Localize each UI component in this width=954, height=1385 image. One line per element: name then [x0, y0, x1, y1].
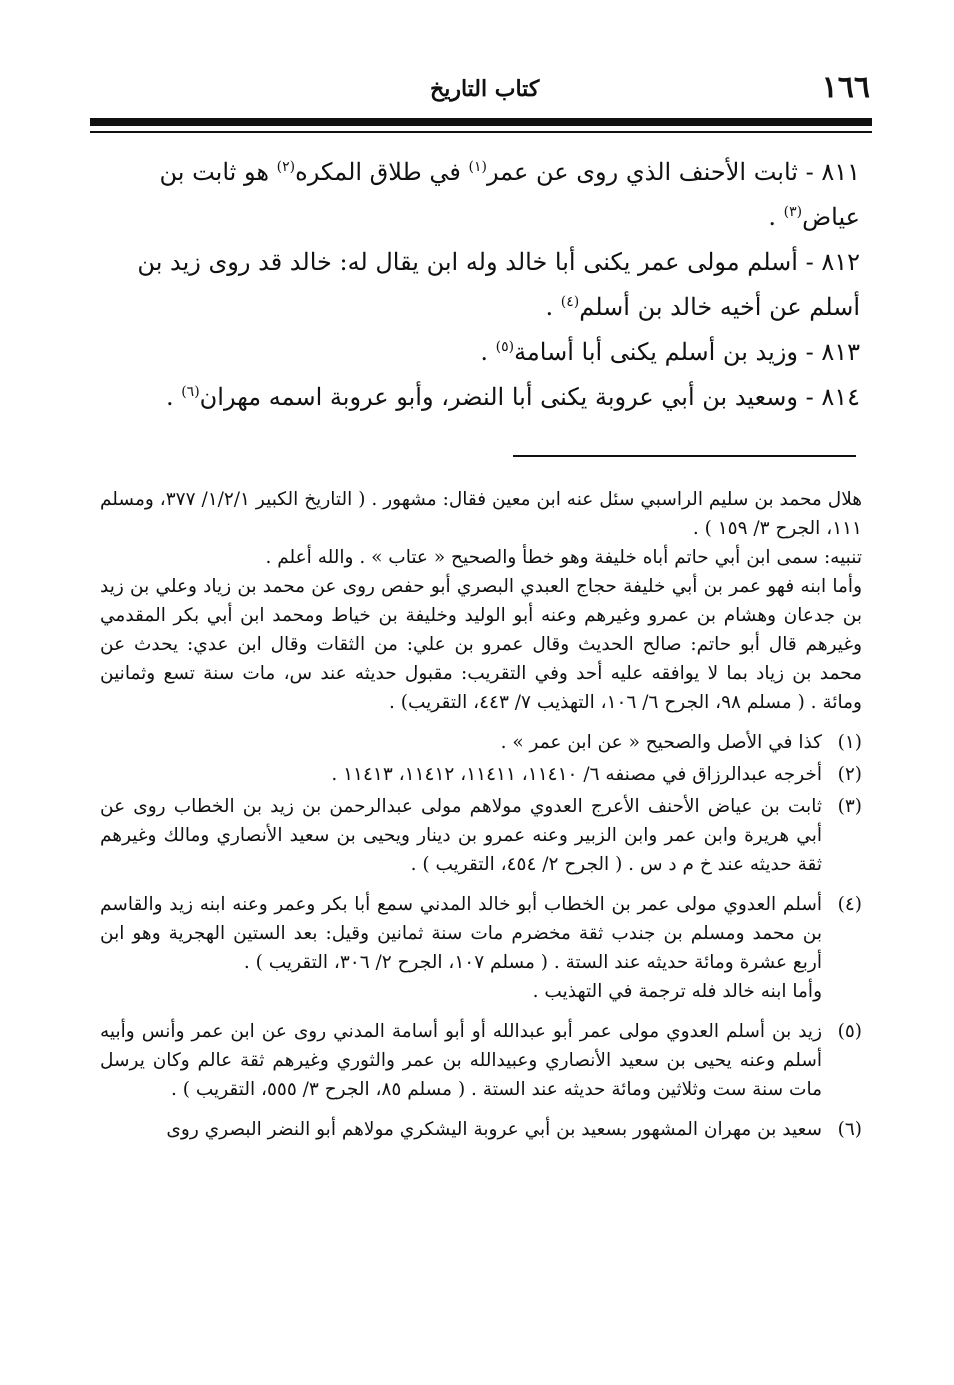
- footnote-ref: (١): [468, 159, 487, 175]
- footnote-text: كذا في الأصل والصحيح « عن ابن عمر » .: [500, 732, 822, 753]
- main-text: [100, 150, 860, 420]
- footnote-text: أخرجه عبدالرزاق في مصنفه ٦/ ١١٤١٠، ١١٤١١، ١١٤١٢، ١١٤١٣ .: [331, 764, 822, 785]
- footnote-number: (٤): [837, 894, 862, 915]
- footnote-text: زيد بن أسلم العدوي مولى عمر أبو عبدالله أو أبو أسامة المدني روى عن ابن عمر وأنس وأبيه أسلم وعنه يحيى بن سعيد الأنصاري وعبيدالله بن عمر والثوري وغيرهم ثقة عالم وكان يرسل مات سنة ست وثلاثين ومائة حديثه عند الستة . ( مسلم ٨٥، الجرح ٣/ ٥٥٥، التقريب ) .: [100, 1021, 822, 1100]
- footnote-ref: (٣): [783, 204, 803, 220]
- footnote-text: ثابت بن عياض الأحنف الأعرج العدوي مولاهم مولى عبدالرحمن بن زيد بن الخطاب روى عن أبي هريرة وابن عمر وابن الزبير وعنه عمرو بن دينار ويحيى بن سعيد الأنصاري ومالك وغيرهم ثقة حديثه عند خ م د س . ( الجرح ٢/ ٤٥٤، التقريب ) .: [100, 796, 822, 875]
- footnotes-area: [100, 485, 862, 1144]
- header-rule-thin: [90, 131, 872, 133]
- footnote-5: [100, 1017, 862, 1104]
- footnote-ref: (٢): [276, 159, 296, 175]
- header-rule-thick: [90, 118, 872, 126]
- footnote-text: أسلم العدوي مولى عمر بن الخطاب أبو خالد المدني سمع أبا بكر وعمر وعنه ابنه زيد والقاسم بن محمد ومسلم بن جندب ثقة مخضرم مات سنة ثمانين وقيل: بعد الستين الهجرية وهو ابن أربع عشرة ومائة حديثه عند الستة . ( مسلم ١٠٧، الجرح ٢/ ٣٠٦، التقريب ) .: [100, 894, 822, 973]
- page-header: [90, 66, 870, 106]
- footnote-6: [100, 1115, 862, 1144]
- footnote-separator: [513, 455, 856, 457]
- footnote-ref: (٤): [560, 294, 580, 310]
- entry-813: ٨١٣ - وزيد بن أسلم يكنى أبا أسامة$^{(٥)}$ .: [480, 338, 860, 366]
- footnote-number: (١): [837, 732, 862, 753]
- continuation-paragraph: وأما ابنه فهو عمر بن أبي خليفة حجاج العبدي البصري أبو حفص روى عن محمد بن زياد وعلي بن زيد بن جدعان وهشام بن عمرو وغيرهم وعنه أبو الوليد وخليفة بن خياط ومحمد ابن أبي بكر المقدمي وغيرهم قال أبو حاتم: صالح الحديث وقال عمرو بن علي: من الثقات وقال ابن عدي: يحدث عن محمد بن زياد بما لا يوافقه عليه أحد وفي التقريب: مقبول حديثه عند س، مات سنة تسع وثمانين ومائة . ( مسلم ٩٨، الجرح ٦/ ١٠٦، التهذيب ٧/ ٤٤٣، التقريب) .: [100, 576, 862, 713]
- footnote-ref: (٥): [495, 339, 515, 355]
- entry-814: ٨١٤ - وسعيد بن أبي عروبة يكنى أبا النضر، وأبو عروبة اسمه مهران$^{(٦)}$ .: [165, 383, 860, 411]
- footnote-text: سعيد بن مهران المشهور بسعيد بن أبي عروبة اليشكري مولاهم أبو النضر البصري روى: [166, 1119, 822, 1140]
- footnote-number: (٥): [837, 1021, 862, 1042]
- footnote-number: (٣): [837, 796, 862, 817]
- footnote-extra: وأما ابنه خالد فله ترجمة في التهذيب .: [532, 981, 822, 1002]
- entry-812: ٨١٢ - أسلم مولى عمر يكنى أبا خالد وله ابن يقال له: خالد قد روى زيد بن أسلم عن أخيه خالد بن أسلم$^{(٤)}$ .: [137, 248, 860, 321]
- footnote-2: [100, 760, 862, 789]
- continuation-paragraph: هلال محمد بن سليم الراسبي سئل عنه ابن معين فقال: مشهور . ( التاريخ الكبير ١/٢/١/ ٣٧٧، ومسلم ١١١، الجرح ٣/ ١٥٩ ) .: [100, 489, 862, 539]
- footnote-ref: (٦): [181, 384, 200, 400]
- footnote-1: [100, 728, 862, 757]
- page-number: ١٦٦: [821, 70, 870, 105]
- continuation-paragraph: تنبيه: سمى ابن أبي حاتم أباه خليفة وهو خطأ والصحيح « عتاب » . والله أعلم .: [265, 547, 862, 568]
- entry-811: ٨١١ - ثابت الأحنف الذي روى عن عمر$^{(١)}$ في طلاق المكره$^{(٢)}$ هو ثابت بن عياض$^{(٣)}$ .: [159, 158, 860, 231]
- footnote-number: (٦): [837, 1119, 862, 1140]
- footnote-4: [100, 890, 862, 1006]
- footnote-number: (٢): [837, 764, 862, 785]
- footnote-3: [100, 792, 862, 879]
- running-title: كتاب التاريخ: [430, 76, 540, 102]
